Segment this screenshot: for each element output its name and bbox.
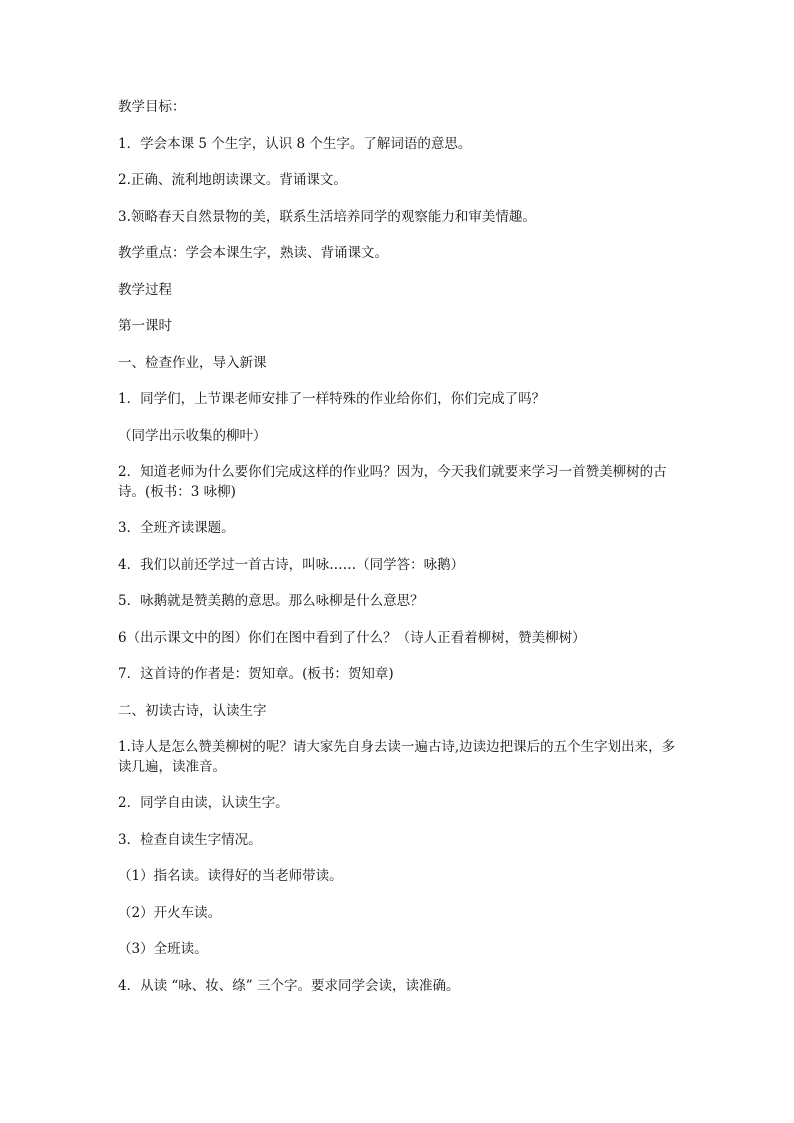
step-item: 2．知道老师为什么要你们完成这样的作业吗？因为，今天我们就要来学习一首赞美柳树的古诗。(板书：3 咏柳) [118,464,667,500]
step-item: 3．检查自读生字情况。 [118,831,262,848]
step-item: 7．这首诗的作者是：贺知章。(板书：贺知章) [118,666,394,682]
step-heading: 二、初读古诗，认读生字 [118,702,267,719]
step-item: 6（出示课文中的图）你们在图中看到了什么？（诗人正看着柳树，赞美柳树） [118,629,586,646]
key-points: 教学重点：学会本课生字，熟读、背诵课文。 [118,245,388,261]
section-heading: 教学目标： [118,99,186,115]
step-note: （同学出示收集的柳叶） [118,427,267,444]
step-item: 4．我们以前还学过一首古诗，叫咏……（同学答：咏鹅） [118,556,465,573]
sub-step-item: （1）指名读。读得好的当老师带读。 [118,868,343,884]
step-heading: 一、检查作业，导入新课 [118,354,267,371]
step-item: 4．从读 “咏、妆、绦” 三个字。要求同学会读，读准确。 [118,977,460,994]
lesson-period: 第一课时 [118,318,172,334]
step-item: 1．同学们，上节课老师安排了一样特殊的作业给你们，你们完成了吗？ [118,391,546,407]
sub-step-item: （3）全班读。 [118,941,208,957]
step-item: 1.诗人是怎么赞美柳树的呢？请大家先自身去读一遍古诗,边读边把课后的五个生字划出来，多读几遍，读准音。 [118,739,676,775]
sub-step-item: （2）开火车读。 [118,904,222,921]
section-heading: 教学过程 [118,281,172,298]
step-item: 2．同学自由读，认读生字。 [118,795,289,811]
objective-item: 1．学会本课 5 个生字，认识 8 个生字。了解词语的意思。 [118,135,472,152]
objective-item: 3.领略春天自然景物的美，联系生活培养同学的观察能力和审美情趣。 [118,208,536,225]
document-page [118,97,683,1012]
step-item: 5．咏鹅就是赞美鹅的意思。那么咏柳是什么意思？ [118,593,424,609]
step-item: 3．全班齐读课题。 [118,520,235,536]
objective-item: 2.正确、流利地朗读课文。背诵课文。 [118,172,347,188]
